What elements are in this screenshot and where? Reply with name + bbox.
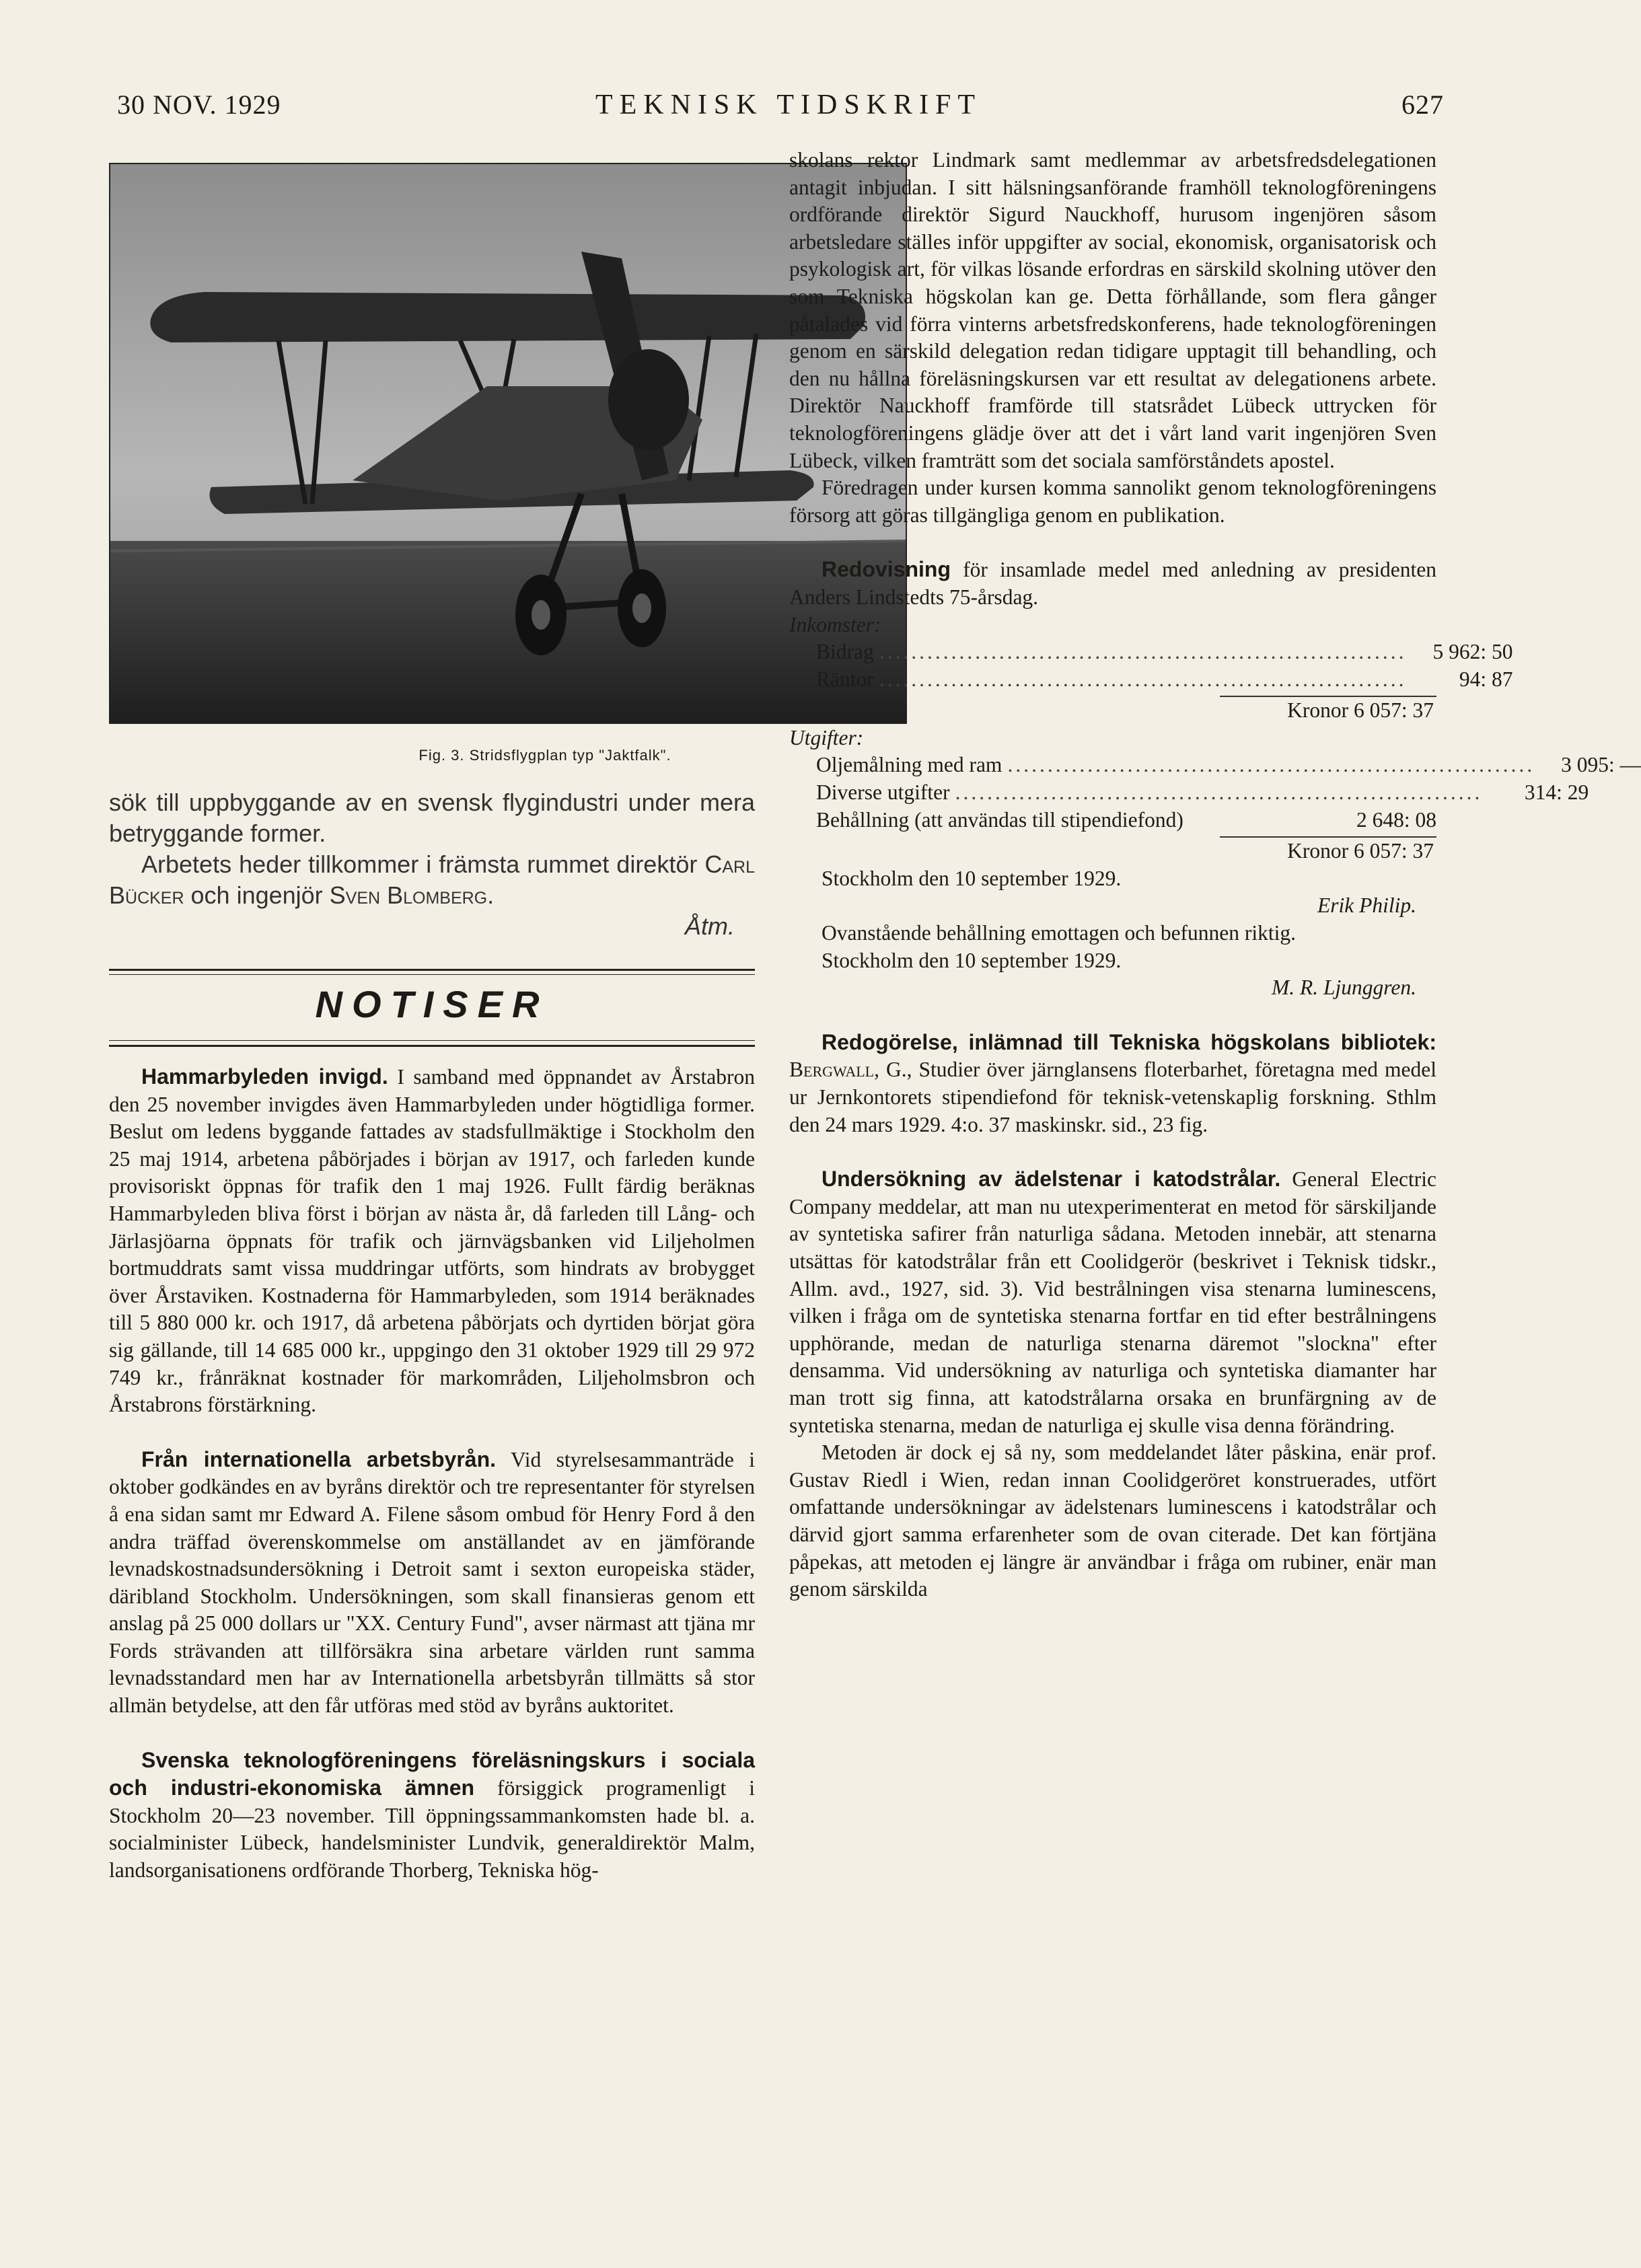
biplane-illustration xyxy=(110,164,906,723)
income-label: Inkomster: xyxy=(789,612,881,636)
divider xyxy=(109,974,755,975)
account-row: Bidrag .................................................................. 5 962: 50 xyxy=(816,640,1513,664)
expense-label: Utgifter: xyxy=(789,725,864,749)
divider xyxy=(109,969,755,971)
notice-kurs-ending: Föredragen under kursen komma sannolikt genom teknologföreningens försorg att göras tillgängliga genom en publikation. xyxy=(789,476,1436,527)
notice-adelstenar-continued: Metoden är dock ej så ny, som meddelandet låter påskina, enär prof. Gustav Riedl i Wien, redan innan Coolidgeröret konstruerades, utfört omfattande undersökningar av ädelstenars luminescens i katodstrålar och därvid gjort samma erfarenheter som de ovan citerade. Det kan förtjäna påpekas, att metoden ej längre är användbar i fråga om rubiner, enär man genom särskilda xyxy=(789,1440,1436,1601)
account-total: Kronor 6 057: 37 xyxy=(1220,836,1436,865)
divider xyxy=(109,1040,755,1041)
notice-redovisning: Redovisning för insamlade medel med anledning av presidenten Anders Lindstedts 75-årsdag. xyxy=(789,557,1436,609)
article-continuation xyxy=(109,787,755,942)
author-name: Bergwall xyxy=(789,1058,875,1082)
notice-kurs: Svenska teknologföreningens föreläsningskurs i sociala och industri-ekonomiska ämnen försiggick programenligt i Stockholm 20—23 november. Till öppningssammankomsten hade bl. a. socialminister Lübeck, handelsminister Lundvik, generaldirektör Malm, landsorganisationens ordförande Thorberg, Tekniska hög- xyxy=(109,1747,755,1882)
right-column xyxy=(789,147,1641,1603)
notice-hammarbyleden: Hammarbyleden invigd. I samband med öppnandet av Årstabron den 25 november invigdes även Hammarbyleden under högtidliga former. Beslut om ledens byggande fattades av stadsfullmäktige i Stockholm den 25 maj 1914, arbetena påbörjades i början av 1917, och farleden kunde provisoriskt öppnas för trafik den 1 maj 1926. Fullt färdig beräknas Hammarbyleden bliva först i början av nästa år, då farleden till Lång- och Järlasjöarna öppnats för trafik och järnvägsbanken vid Liljeholmen bortmuddrats samt vissa muddringar utförts, som hindrats av brobygget över Årstaviken. Kostnaderna för Hammarbyleden, som 1914 beräknades till 5 880 000 kr. och 1917, då arbetena påbörjats och dyrtiden börjat göra sig gällande, till 14 685 000 kr., uppgingo den 31 oktober 1929 till 29 972 749 kr., frånräknat kostnader för markområden, Liljeholmsbron och Årstabrons förstärkning. xyxy=(109,1064,755,1417)
account-row: Behållning (att användas till stipendiefond) 2 648: 08 xyxy=(816,807,1436,832)
person-name: Sven Blomberg xyxy=(329,881,488,909)
notice-adelstenar: Undersökning av ädelstenar i katodstrålar. General Electric Company meddelar, att man nu utexperimenterat en metod för särskiljande av syntetiska safirer från naturliga sådana. Metoden innebär, att stenarna utsättas för katodstrålar från ett Coolidgerör (beskrivet i Teknisk tidskr., Allm. avd., 1927, sid. 3). Vid bestrålningen visa stenarna luminescens, vilken i fråga om de syntetiska stenarna fortfar en tid efter bestrålningens upphörande, medan de naturliga stenarna däremot "slockna" efter densamma. Vid undersökning av naturliga och syntetiska diamanter har man trott sig finna, att katodstrålarna orsaka en brunfärgning av de syntetiska stenarna, medan de naturliga ej skulle visa denna förändring. xyxy=(789,1167,1436,1437)
section-title: NOTISER xyxy=(315,983,549,1025)
notice-kurs-continued: skolans rektor Lindmark samt medlemmar av arbetsfredsdelegationen antagit inbjudan. I sitt hälsningsanförande framhöll teknologföreningens ordförande direktör Sigurd Nauckhoff, hurusom ingenjören såsom arbetsledare ställes inför uppgifter av social, ekonomisk, organisatorisk och psykologisk art, för vilkas lösande erfordras en särskild skolning utöver den som Tekniska högskolan kan ge. Detta förhållande, som flera gånger påtalades vid förra vinterns arbetsfredskonferens, hade teknologföreningen genom en särskild delegation redan tidigare upptagit till behandling, och den nu hållna föreläsningskursen var ett resultat av delegationens arbete. Direktör Nauckhoff framförde till statsrådet Lübeck uttrycken för teknologföreningens glädje över att det i vårt land varit ingenjören Sven Lübeck, vilken framträtt som det sociala samförståndets apostel. xyxy=(789,148,1436,472)
article-credits: Arbetets heder tillkommer i främsta rummet direktör Carl Bücker och ingenjör Sven Blomberg. xyxy=(109,850,755,909)
notice-redogorelse: Redogörelse, inlämnad till Tekniska högskolans bibliotek: Bergwall, G., Studier över järnglansens floterbarhet, företagna med medel ur Jernkontorets stipendiefond för teknisk-vetenskaplig forskning. Sthlm den 24 mars 1929. 4:o. 37 maskinskr. sid., 23 fig. xyxy=(789,1029,1436,1136)
header-date: 30 NOV. 1929 xyxy=(117,89,281,120)
article-signature: Åtm. xyxy=(684,912,735,940)
account-total: Kronor 6 057: 37 xyxy=(1220,696,1436,725)
divider xyxy=(109,1045,755,1047)
figure-caption: Fig. 3. Stridsflygplan typ "Jaktfalk". xyxy=(418,747,671,764)
notice-heading: Hammarbyleden invigd. xyxy=(141,1064,388,1089)
left-column xyxy=(109,1063,755,1885)
notice-heading: Svenska teknologföreningens föreläsningskurs i sociala och industri-ekonomiska ämnen xyxy=(109,1747,755,1800)
place-date: Stockholm den 10 september 1929. xyxy=(822,866,1122,890)
person-name: Carl Bücker xyxy=(109,850,755,909)
income-list xyxy=(789,638,1513,725)
journal-title: TEKNISK TIDSKRIFT xyxy=(595,89,982,120)
notice-arbetsbyran: Från internationella arbetsbyrån. Vid styrelsesammanträde i oktober godkändes en av byråns direktör och tre representanter för styrelsen å ena sidan samt mr Edward A. Filene såsom ombud för Henry Ford å den andra träffad överenskommelse om anställandet av en jämförande levnadskostnadsundersökning i Detroit samt i sexton europeiska städer, däribland Stockholm. Undersökningen, som skall finansieras genom ett anslag på 25 000 dollars ur "XX. Century Fund", avser närmast att tjäna mr Fords strävanden att tillförsäkra sina arbetare världen runt samma levnadsstandard men har av Internationella arbetsbyrån tillmätts så stor allmän betydelse, att den får utföras med stöd av byråns auktoritet. xyxy=(109,1447,755,1718)
account-row: Diverse utgifter .................................................................. 314: 29 xyxy=(816,780,1589,805)
notice-heading: Från internationella arbetsbyrån. xyxy=(141,1447,497,1471)
signature: M. R. Ljunggren. xyxy=(1272,976,1416,1000)
notice-heading: Redovisning xyxy=(822,557,951,582)
account-row: Räntor .................................................................. 94: 87 xyxy=(816,667,1513,691)
signature: Erik Philip. xyxy=(1317,893,1416,918)
page-number: 627 xyxy=(1401,89,1444,120)
place-date: Stockholm den 10 september 1929. xyxy=(822,948,1122,972)
approval-text: Ovanstående behållning emottagen och befunnen riktig. xyxy=(822,921,1297,945)
account-row: Oljemålning med ram .................................................................. 3 095: — xyxy=(816,753,1641,777)
notice-heading: Redogörelse, inlämnad till Tekniska högskolans bibliotek: xyxy=(822,1029,1436,1054)
notice-heading: Undersökning av ädelstenar i katodstrålar. xyxy=(822,1167,1281,1192)
notiser-banner xyxy=(109,969,755,1048)
biplane-photo xyxy=(109,163,907,724)
article-ending-paragraph: sök till uppbyggande av en svensk flygindustri under mera betryggande former. xyxy=(109,789,755,847)
expense-list xyxy=(789,752,1641,865)
